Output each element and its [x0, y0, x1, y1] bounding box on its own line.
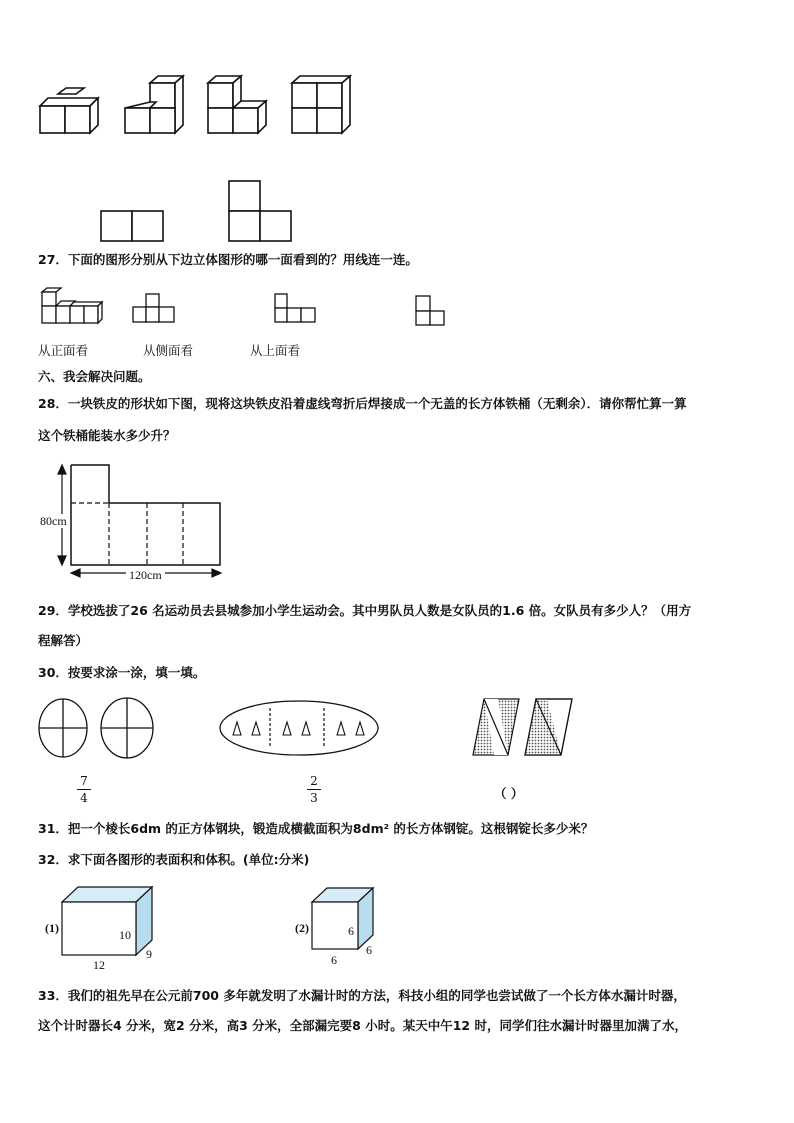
q33-line1: 33．我们的祖先早在公元前700 多年就发明了水漏计时的方法，科技小组的同学也尝试做了一个长方体水漏计时器， [38, 988, 686, 1003]
answer-blank[interactable]: （ ） [494, 786, 524, 801]
q30-figures [36, 694, 576, 764]
q32-fig2-length: 6 [331, 953, 337, 967]
q30-prompt: 30．按要求涂一涂，填一填。 [38, 665, 206, 680]
q32-fig2-height: 6 [348, 924, 354, 938]
view-label-side: 从侧面看 [143, 343, 194, 358]
q33-line2: 这个计时器长4 分米，宽2 分米，高3 分米，全部漏完要8 小时。某天中午12 时，同学们往水漏计时器里加满了水， [38, 1018, 687, 1033]
q32-fig1-tag: (1) [45, 921, 59, 935]
q31-text: 31．把一个棱长6dm 的正方体钢块，锻造成横截面积为8dm² 的长方体钢锭。这根钢锭长多少米？ [38, 821, 594, 836]
q32-fig1-length: 12 [93, 958, 105, 972]
q32-prompt: 32．求下面各图形的表面积和体积。(单位:分米) [38, 852, 310, 867]
q32-fig1-height: 10 [119, 928, 131, 942]
view-label-top: 从上面看 [250, 343, 301, 358]
q29-line2: 程解答） [38, 633, 89, 648]
top-cube-figures [30, 70, 370, 145]
q28-line2: 这个铁桶能装水多少升？ [38, 428, 176, 443]
fraction-bar [77, 789, 91, 790]
q27-figures [36, 282, 456, 332]
q32-fig2-tag: (2) [295, 921, 309, 935]
fraction-denominator: 3 [310, 791, 318, 805]
fraction-seven-fourths [74, 774, 94, 805]
q27-prompt: 27．下面的图形分别从下边立体图形的哪一面看到的？用线连一连。 [38, 252, 418, 267]
view-label-front: 从正面看 [38, 343, 89, 358]
fraction-numerator: 7 [80, 774, 88, 788]
fraction-two-thirds [304, 774, 324, 805]
q32-fig2-width: 6 [366, 943, 372, 957]
fraction-bar [307, 789, 321, 790]
q32-fig1-width: 9 [146, 947, 152, 961]
fraction-numerator: 2 [310, 774, 318, 788]
q28-line1: 28．一块铁皮的形状如下图，现将这块铁皮沿着虚线弯折后焊接成一个无盖的长方体铁桶（无剩余）．请你帮忙算一算 [38, 396, 687, 411]
section-heading: 六、我会解决问题。 [38, 369, 151, 384]
flat-view-figures [95, 175, 305, 245]
q32-cuboid-1 [60, 885, 160, 960]
q28-width-label: 120cm [126, 568, 165, 582]
q28-height-label: 80cm [40, 514, 67, 528]
fraction-denominator: 4 [80, 791, 88, 805]
q29-line1: 29．学校选拔了26 名运动员去县城参加小学生运动会。其中男队员人数是女队员的1.6 倍。女队员有多少人？（用方 [38, 603, 692, 618]
